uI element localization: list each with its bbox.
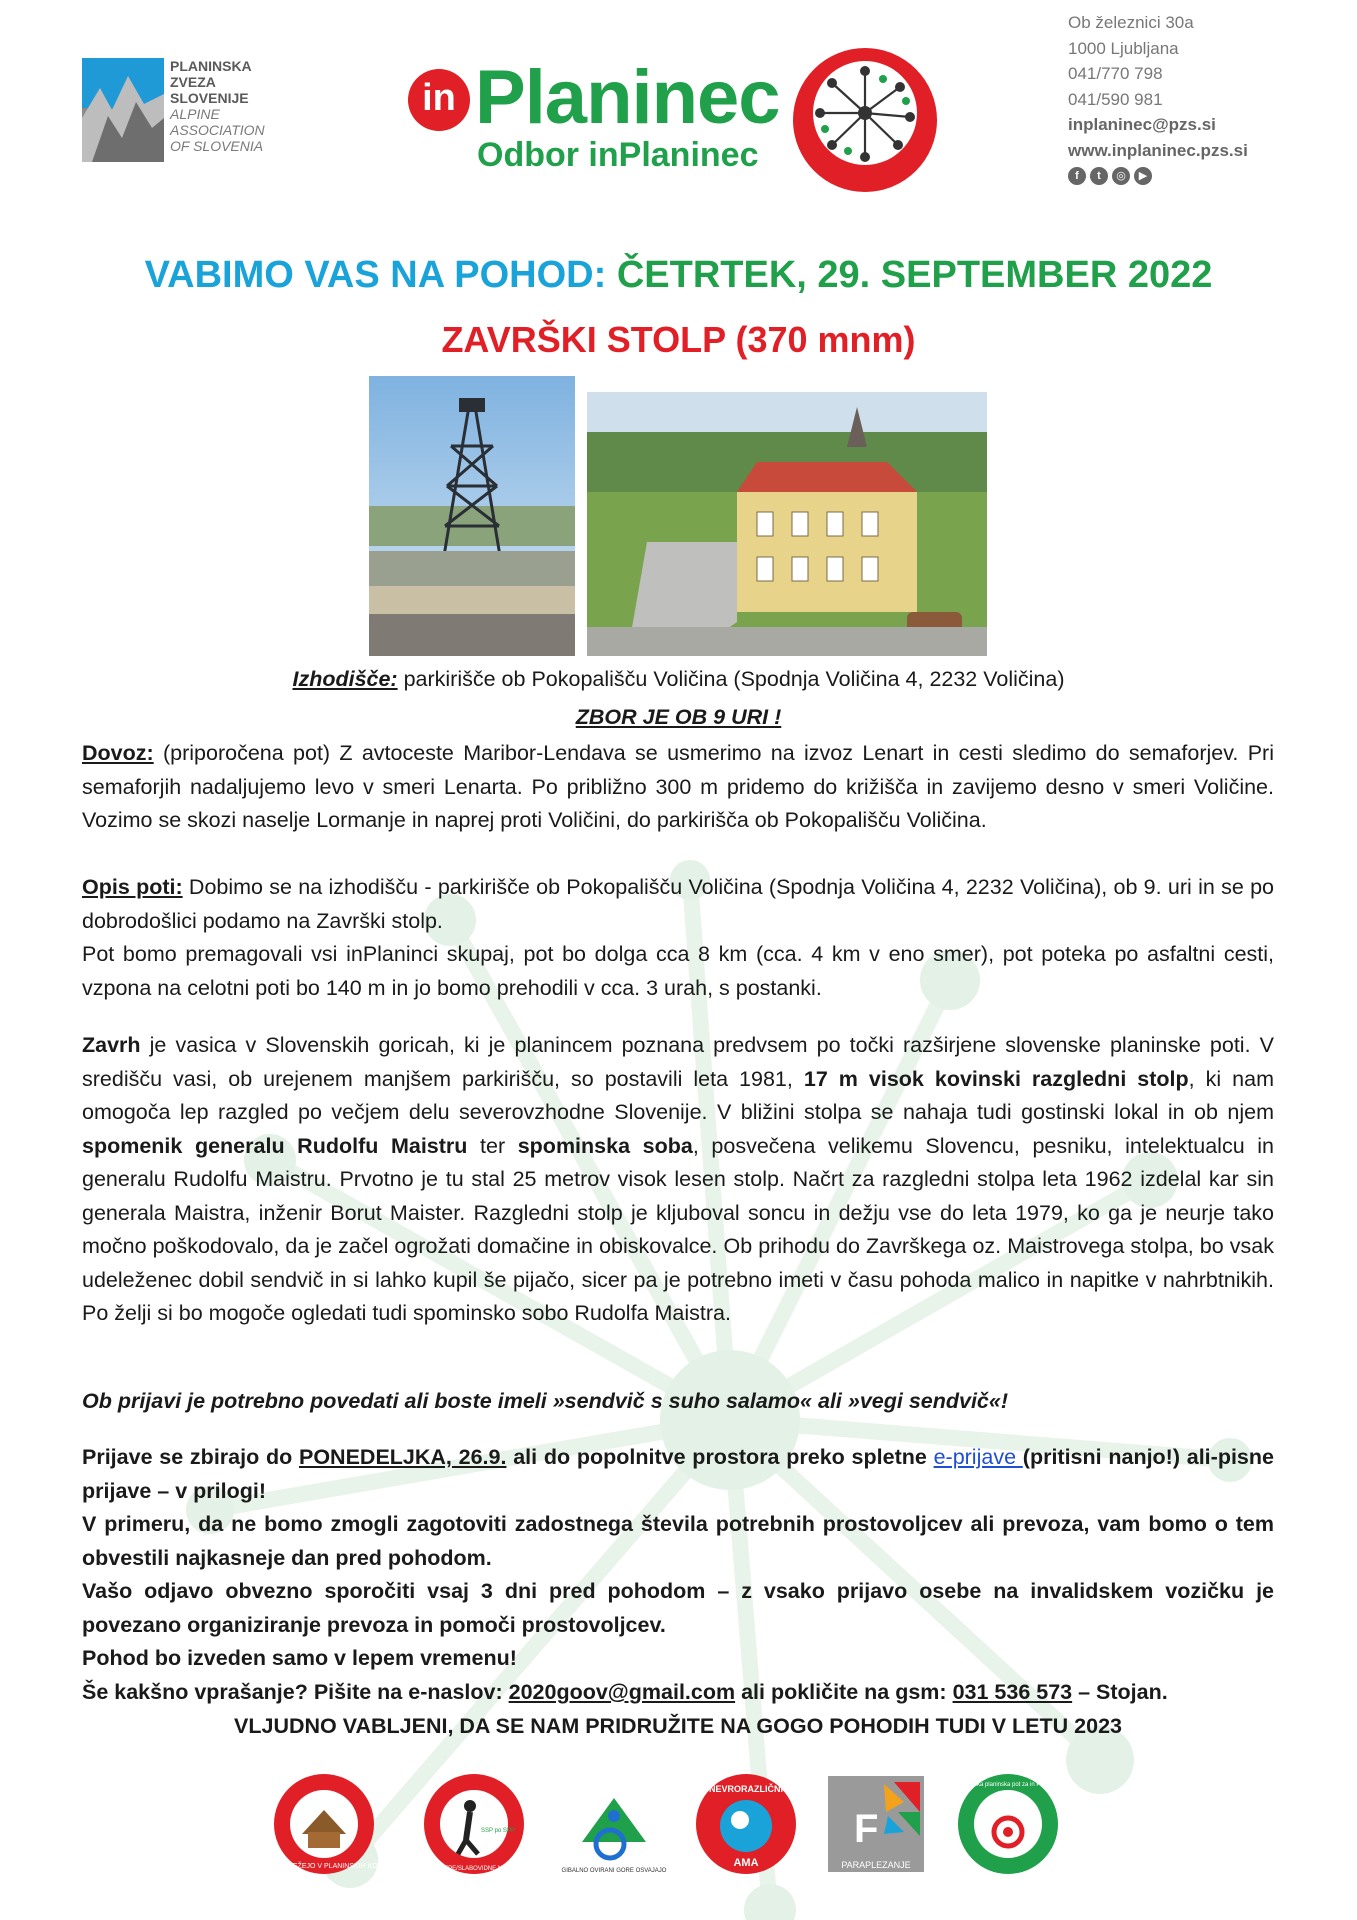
about-text: je vasica v Slovenskih goricah, ki je planincem poznana predvsem po točki razširjene slovenske planinske poti. V središču vasi, ob urejenem manjšem parkirišču, so postavili leta 1981,	[82, 1033, 1274, 1091]
organizer-email[interactable]: 2020goov@gmail.com	[508, 1680, 736, 1704]
starting-point	[0, 662, 1357, 696]
twitter-icon[interactable]: t	[1090, 167, 1108, 185]
registration-text: ali do popolnitve prostora preko spletne	[506, 1445, 934, 1469]
about-text: 17 m visok kovinski razgledni stolp	[803, 1066, 1189, 1091]
about-text: , ki nam omogoča lep razgled po večjem delu severovzhodne Slovenije. V bližini stolpa se nahaja tudi gostinski lokal in ob njem	[82, 1066, 1274, 1124]
invitation-text: VABIMO VAS NA POHOD:	[144, 254, 617, 296]
pzs-line: PLANINSKA	[170, 58, 252, 74]
directions-section	[82, 737, 1274, 838]
logo-caption: GIBALNO OVIRANI GORE OSVAJAJO	[561, 1868, 667, 1874]
brand-in-badge: in	[408, 69, 470, 131]
blind-hikers-logo	[422, 1772, 526, 1876]
pzs-text	[170, 58, 265, 154]
inplaninec-logo	[405, 45, 995, 195]
paraclimbing-logo	[824, 1772, 928, 1876]
questions-text: Še kakšno vprašanje? Pišite na e-naslov:	[82, 1680, 509, 1704]
registration-deadline: PONEDELJKA, 26.9.	[298, 1445, 507, 1469]
pzs-mountain-icon	[82, 58, 164, 162]
volunteer-notice: V primeru, da ne bomo zmogli zagotoviti zadostnega števila potrebnih prostovoljcev ali prevoza, vam bomo o tem obvestili najkasneje dan pred pohodom.	[82, 1512, 1274, 1570]
directions-text: (priporočena pot) Z avtoceste Maribor-Lendava se usmerimo na izvoz Lenart in cesti sledimo do semaforjev. Pri semaforjih nadaljujemo levo v smeri Lenarta. Po približno 300 m pridemo do križišča in zavijemo desno v smeri Voličine. Vozimo se skozi naselje Lormanje in naprej proti Voličini, do parkirišča ob Pokopališču Voličina.	[82, 741, 1274, 832]
pzs-line: ALPINE	[170, 106, 220, 122]
deaf-hut-logo	[255, 1772, 393, 1876]
cancellation-notice: Vašo odjavo obvezno sporočiti vsaj 3 dni pred pohodom – z vsako prijavo osebe na invalidskem vozičku je povezano organiziranje prevoza in pomoči prostovoljcev.	[82, 1579, 1274, 1637]
e-prijave-link[interactable]: e-prijave	[933, 1445, 1023, 1469]
tower-photo	[369, 376, 575, 656]
questions-text: ali pokličite na gsm:	[735, 1680, 953, 1704]
about-text: , posvečena velikemu Slovencu, pesniku, intelektualcu in generalu Rudolfu Maistru. Prvotno je tu stal 25 metrov visok lesen stolp. Načrt za razgledni stolpa leta 1962 izdelal kar sin generala Maistra, inženir Borut Maister. Razgledni stolp je kljuboval soncu in dežju vse do leta 1979, ko ga je neurje tako močno poškodovalo, da je začel ogrožati domačine in obiskovalce. Ob prihodu do Završkega oz. Maistrovega stolpa, bo vsak udeleženec dobil sendvič in si lahko kupil še pijačo, sicer pa je potrebno imeti v času pohoda malico in napitke v nahrbtnikih. Po želji si bo mogoče ogledati tudi spominsko sobo Rudolfa Maistra.	[82, 1133, 1274, 1325]
phone-number[interactable]: 041/590 981	[1068, 89, 1163, 109]
weather-notice: Pohod bo izveden samo v lepem vremenu!	[82, 1646, 517, 1670]
logo-caption: NEVRORAZLIČNI	[709, 1784, 783, 1794]
registration-info	[82, 1441, 1274, 1508]
brand-name: Planinec	[475, 55, 780, 140]
logo-caption: AMA	[733, 1857, 759, 1869]
pzs-logo	[82, 58, 272, 166]
destination-title: ZAVRŠKI STOLP (370 mnm)	[441, 319, 916, 360]
directions-label: Dovoz:	[82, 741, 154, 765]
partner-logos	[255, 1772, 1062, 1882]
invitation-title	[0, 250, 1357, 300]
about-text: spomenik generalu Rudolfu Maistru	[82, 1133, 468, 1158]
svg-text:F: F	[854, 1807, 879, 1851]
contact-website[interactable]: www.inplaninec.pzs.si	[1068, 140, 1248, 160]
maister-house-photo	[587, 392, 987, 656]
starting-point-value: parkirišče ob Pokopališču Voličina (Spodnja Voličina 4, 2232 Voličina)	[397, 667, 1065, 691]
phone-number[interactable]: 041/770 798	[1068, 64, 1163, 83]
questions-text: – Stojan.	[1072, 1680, 1168, 1704]
route-section	[82, 871, 1274, 938]
starting-point-label: Izhodišče:	[292, 667, 398, 691]
contact-email[interactable]: inplaninec@pzs.si	[1068, 115, 1216, 134]
questions-contact	[82, 1676, 1274, 1710]
registration-text: Prijave se zbirajo do	[82, 1445, 299, 1469]
route-label: Opis poti:	[82, 875, 183, 899]
closing-invitation: VLJUDNO VABLJENI, DA SE NAM PRIDRUŽITE NA GOGO POHODIH TUDI V LETU 2023	[234, 1714, 1122, 1738]
pzs-line: ZVEZA	[170, 74, 216, 90]
about-text: spominska soba	[517, 1133, 693, 1158]
meeting-time: ZBOR JE OB 9 URI !	[575, 705, 782, 729]
pzs-line: ASSOCIATION	[170, 122, 265, 138]
logo-caption: slovenska planinska pot za in Planince	[956, 1782, 1060, 1788]
about-text: ter	[467, 1133, 518, 1158]
inplaninec-trail-logo	[956, 1772, 1060, 1876]
logo-caption: GLUHI STREŽEJO V PLANINSKIH KOČAH	[255, 1863, 393, 1870]
about-text: Zavrh	[82, 1033, 141, 1057]
event-date: ČETRTEK, 29. SEPTEMBER 2022	[616, 254, 1213, 296]
address-line: 1000 Ljubljana	[1068, 38, 1179, 58]
pzs-line: OF SLOVENIA	[170, 138, 264, 154]
brand-circle-icon	[790, 45, 940, 195]
youtube-icon[interactable]: ▶	[1134, 167, 1152, 185]
logo-caption: SSP po SPP	[481, 1828, 515, 1834]
organizer-phone[interactable]: 031 536 573	[952, 1680, 1073, 1704]
neurodiverse-logo	[694, 1772, 798, 1876]
pzs-line: SLOVENIJE	[170, 90, 249, 106]
about-zavrh	[82, 1029, 1274, 1331]
brand-subtitle: Odbor inPlaninec	[477, 136, 759, 174]
facebook-icon[interactable]: f	[1068, 167, 1086, 185]
instagram-icon[interactable]: ◎	[1112, 167, 1130, 185]
wheelchair-hikers-logo	[562, 1772, 666, 1876]
route-details: Pot bomo premagovali vsi inPlaninci skupaj, pot bo dolga cca 8 km (cca. 4 km v eno smer), pot poteka po asfaltni cesti, vzpona na celotni poti bo 140 m in jo bomo prehodili v cca. 3 urah, s postanki.	[82, 942, 1274, 1000]
logo-caption: PARAPLEZANJE	[841, 1860, 911, 1870]
social-icons	[1068, 167, 1298, 185]
registration-text: (pritisni nanjo!) ali-pisne prijave – v prilogi!	[82, 1445, 1274, 1503]
address-line: Ob železnici 30a	[1068, 13, 1194, 32]
logo-caption: ZA SLEPE/SLABOVIDNE NI OVIR	[427, 1866, 521, 1872]
contact-block	[1068, 10, 1298, 185]
sandwich-note: Ob prijavi je potrebno povedati ali boste imeli »sendvič s suho salamo« ali »vegi sendvič«!	[82, 1389, 1009, 1413]
route-text: Dobimo se na izhodišču - parkirišče ob Pokopališču Voličina (Spodnja Voličina 4, 2232 Voličina), ob 9. uri in se po dobrodošlici podamo na Završki stolp.	[82, 875, 1274, 933]
